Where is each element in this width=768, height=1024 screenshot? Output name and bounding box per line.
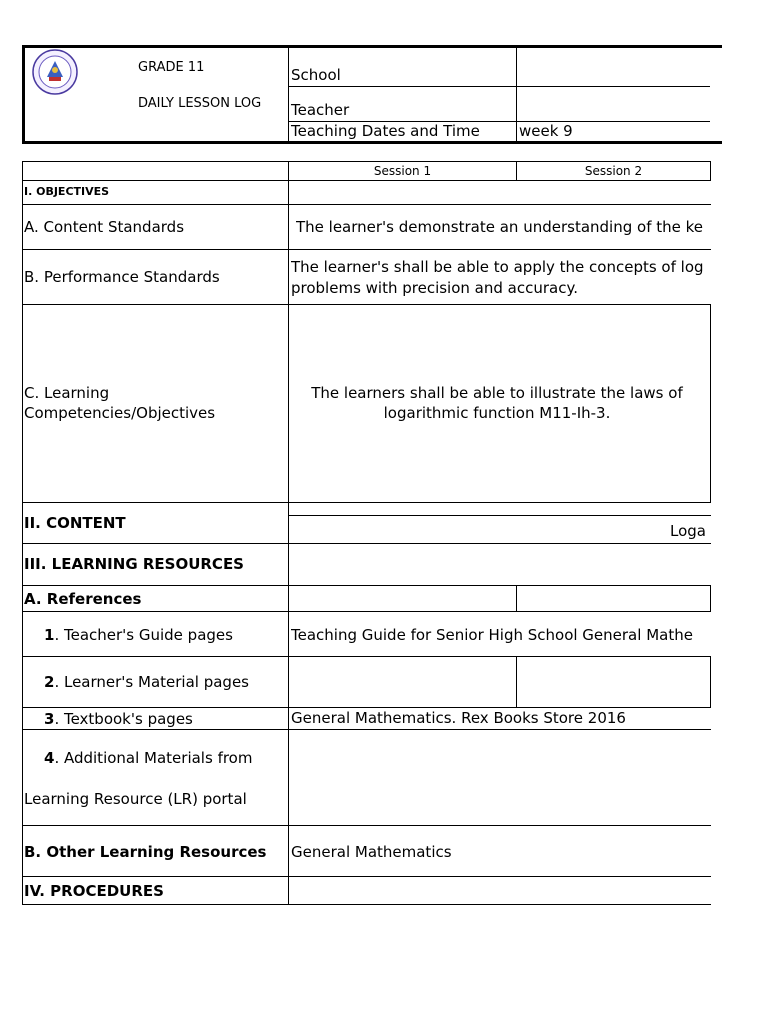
table-border	[710, 304, 711, 502]
procedures-label: IV. PROCEDURES	[24, 882, 164, 900]
row-rule	[22, 204, 711, 205]
row-rule	[22, 502, 711, 503]
competencies-text: The learners shall be able to illustrate the laws of	[311, 384, 683, 402]
competencies-text: logarithmic function M11-Ih-3.	[383, 404, 611, 422]
session-2-header: Session 2	[584, 164, 643, 178]
references-label: A. References	[24, 590, 142, 608]
teachers-guide-label: 1. Teacher's Guide pages	[44, 626, 233, 644]
header-rule	[288, 86, 710, 87]
dates-value: week 9	[519, 122, 573, 140]
additional-materials-label: Learning Resource (LR) portal	[24, 790, 247, 808]
row-rule	[22, 180, 711, 181]
session-1-header: Session 1	[373, 164, 432, 178]
row-rule	[22, 825, 711, 826]
content-standards-label: A. Content Standards	[24, 218, 185, 236]
teachers-guide-text: Teaching Guide for Senior High School General Mathe	[291, 626, 693, 644]
content-label: II. CONTENT	[24, 514, 126, 532]
row-rule	[22, 249, 711, 250]
school-label: School	[291, 66, 341, 84]
row-rule	[22, 304, 711, 305]
competencies-label: C. Learning	[24, 384, 110, 402]
row-rule	[22, 729, 711, 730]
row-rule	[288, 515, 711, 516]
objectives-label: I. OBJECTIVES	[24, 185, 110, 198]
deped-seal-icon	[32, 49, 78, 95]
header-divider	[288, 47, 289, 142]
performance-standards-text: The learner's shall be able to apply the concepts of log	[291, 258, 704, 276]
content-standards-text: The learner's demonstrate an understanding of the ke	[296, 218, 704, 236]
row-rule	[22, 876, 711, 877]
header-divider	[516, 47, 517, 142]
dates-label: Teaching Dates and Time	[291, 122, 480, 140]
column-divider	[516, 585, 517, 611]
table-border	[710, 161, 711, 180]
performance-standards-label: B. Performance Standards	[24, 268, 220, 286]
other-resources-text: General Mathematics	[291, 843, 452, 861]
additional-materials-label: 4. Additional Materials from	[44, 749, 253, 767]
column-divider	[288, 161, 289, 905]
row-rule	[22, 656, 711, 657]
row-rule	[22, 543, 711, 544]
table-border	[710, 585, 711, 611]
content-text: Loga	[670, 522, 706, 540]
log-title: DAILY LESSON LOG	[138, 96, 262, 111]
grade-label: GRADE 11	[138, 60, 205, 75]
row-rule	[22, 707, 711, 708]
textbook-label: 3. Textbook's pages	[44, 710, 193, 728]
row-rule	[22, 611, 711, 612]
column-divider	[516, 656, 517, 707]
row-rule	[22, 904, 711, 905]
textbook-text: General Mathematics. Rex Books Store 2016	[291, 709, 626, 727]
learners-material-label: 2. Learner's Material pages	[44, 673, 249, 691]
table-border	[710, 656, 711, 707]
table-border	[22, 161, 23, 905]
teacher-label: Teacher	[291, 101, 350, 119]
performance-standards-text: problems with precision and accuracy.	[291, 279, 578, 297]
other-resources-label: B. Other Learning Resources	[24, 843, 267, 861]
competencies-label: Competencies/Objectives	[24, 404, 216, 422]
learning-resources-label: III. LEARNING RESOURCES	[24, 555, 244, 573]
row-rule	[22, 585, 711, 586]
